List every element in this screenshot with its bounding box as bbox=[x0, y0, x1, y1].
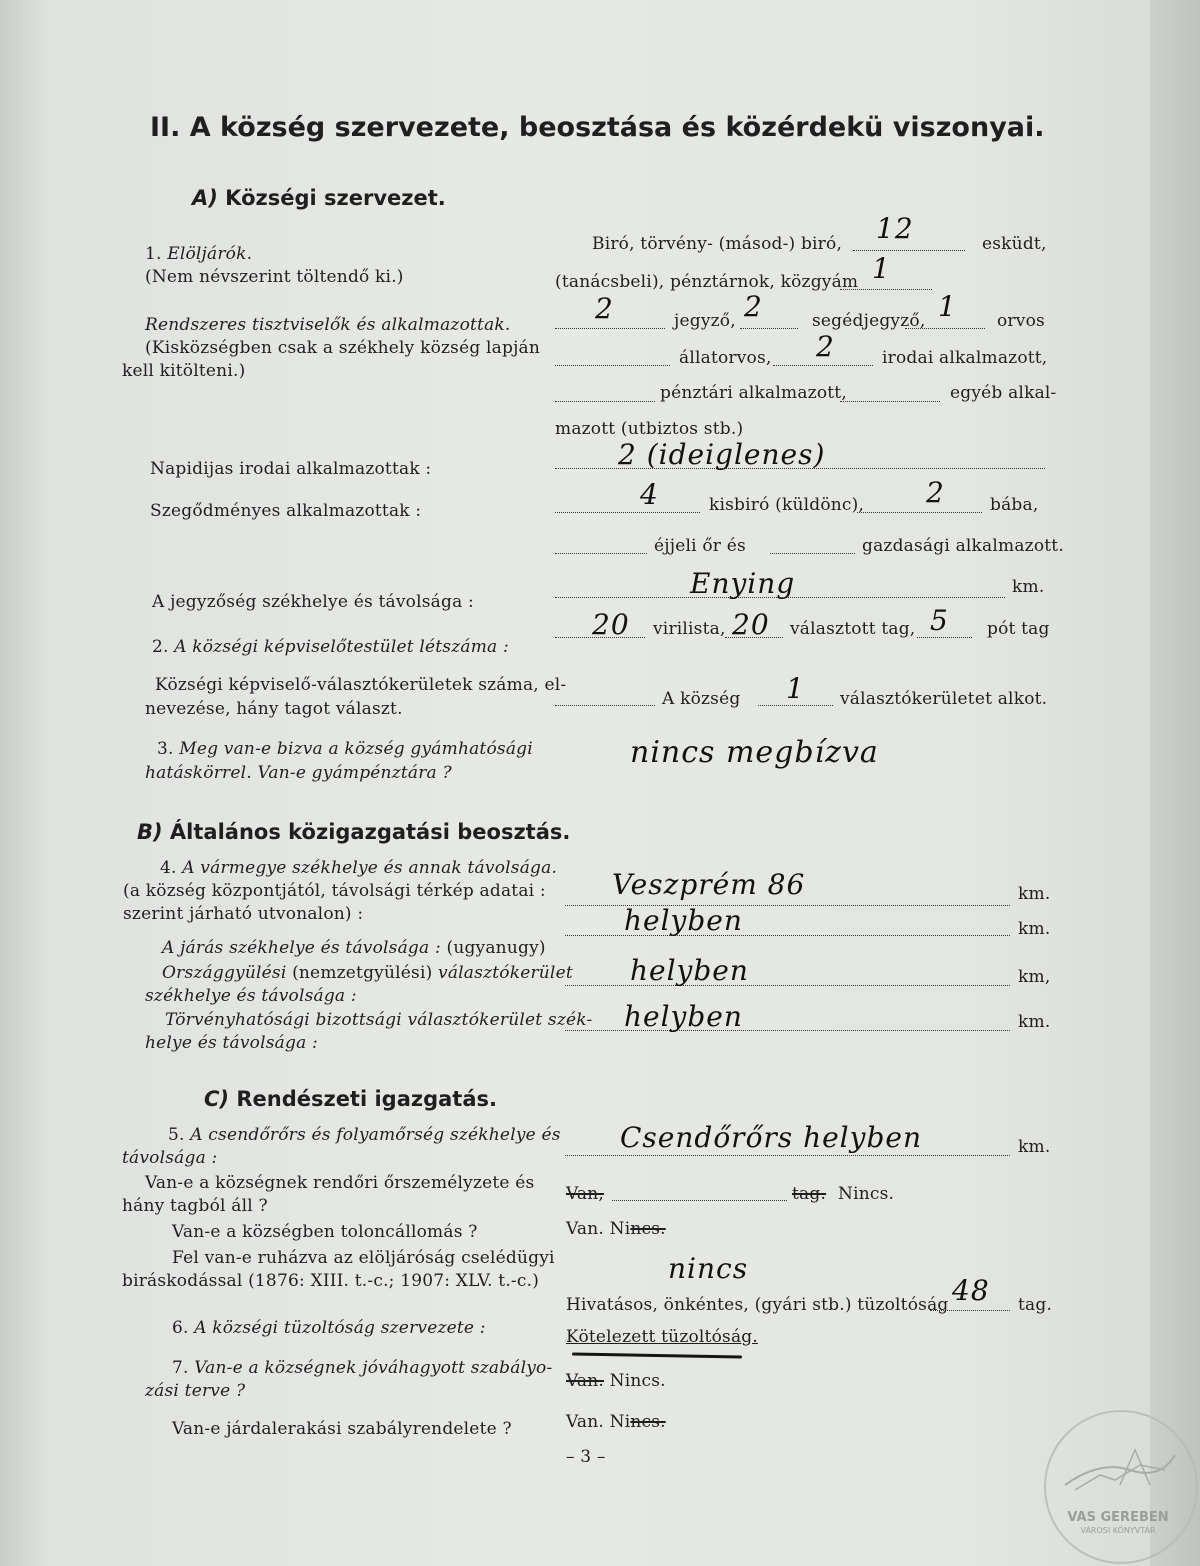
eskudt-label: esküdt, bbox=[982, 234, 1047, 254]
irodai-label: irodai alkalmazott, bbox=[882, 348, 1048, 368]
varmegye-km: km. bbox=[1018, 884, 1051, 904]
pot-line bbox=[917, 637, 972, 638]
rendori-line bbox=[612, 1200, 787, 1201]
baba-line bbox=[857, 512, 982, 513]
jaras-label-a: A járás székhelye és távolsága : bbox=[162, 938, 441, 958]
section-b-text: Általános közigazgatási beosztás. bbox=[169, 820, 571, 844]
csendorors-km: km. bbox=[1018, 1137, 1051, 1157]
rendori-van: Van, bbox=[566, 1184, 605, 1204]
utbiztos-label: mazott (utbiztos stb.) bbox=[555, 419, 744, 439]
segedjegyzo-value: 2 bbox=[744, 290, 763, 323]
q1-title: 1. Elöljárók. bbox=[145, 244, 253, 264]
q3-value: nincs megbízva bbox=[630, 735, 879, 770]
q3-line1: 3. Meg van-e bizva a község gyámhatósági bbox=[157, 739, 533, 759]
kisbiro-label: kisbiró (küldönc), bbox=[709, 495, 865, 515]
jardal-ni: Ni bbox=[609, 1412, 631, 1432]
section-c-text: Rendészeti igazgatás. bbox=[236, 1087, 497, 1111]
pot-label: pót tag bbox=[987, 619, 1050, 639]
q4-line1: 4. A vármegye székhelye és annak távolsága. bbox=[160, 858, 558, 878]
eskudt-line bbox=[853, 250, 965, 251]
jardal-answer bbox=[566, 1411, 666, 1433]
allatorvos-label: állatorvos, bbox=[679, 348, 772, 368]
jegyzoseg-km: km. bbox=[1012, 577, 1045, 597]
gazdasagi-label: gazdasági alkalmazott. bbox=[862, 536, 1064, 556]
torvenyhatosagi-value: helyben bbox=[624, 1000, 743, 1033]
csendorors-line bbox=[565, 1155, 1010, 1156]
q1-note3: kell kitölteni.) bbox=[122, 361, 246, 381]
section-c-heading bbox=[204, 1087, 497, 1111]
toloncallomas-van: Van. bbox=[566, 1219, 605, 1239]
torvenyhatosagi-km: km. bbox=[1018, 1012, 1051, 1032]
valasztott-value: 20 bbox=[732, 608, 770, 641]
q1-officials: Rendszeres tisztviselők és alkalmazottak. bbox=[145, 315, 511, 335]
tuzoltosag-line bbox=[930, 1310, 1010, 1311]
jardal-nincs-strike: ncs. bbox=[630, 1412, 666, 1432]
napidijas-label: Napidijas irodai alkalmazottak : bbox=[150, 459, 432, 479]
orvos-label: orvos bbox=[997, 311, 1045, 331]
rendori-line2: hány tagból áll ? bbox=[122, 1196, 268, 1216]
rendori-line1: Van-e a községnek rendőri őrszemélyzete és bbox=[145, 1173, 535, 1193]
q4-line3: szerint járható utvonalon) : bbox=[123, 904, 364, 924]
q1-note: (Nem névszerint töltendő ki.) bbox=[145, 267, 404, 287]
cseledugyi-line2: biráskodással (1876: XIII. t.-c.; 1907: XLV. t.-c.) bbox=[122, 1271, 540, 1291]
jegyzoseg-value: Enying bbox=[690, 567, 796, 600]
orszaggyulesi-label bbox=[162, 962, 573, 984]
q5-line2: távolsága : bbox=[122, 1148, 218, 1168]
q7-van: Van. bbox=[566, 1371, 605, 1391]
jardal-van: Van. bbox=[566, 1412, 605, 1432]
orvos-value: 1 bbox=[938, 290, 957, 323]
library-seal-drawing-icon bbox=[1060, 1440, 1180, 1500]
penztari-line bbox=[555, 401, 655, 402]
q6-label: 6. A községi tüzoltóság szervezete : bbox=[172, 1318, 486, 1338]
jegyzoseg-label: A jegyzőség székhelye és távolsága : bbox=[152, 592, 474, 612]
orszaggyulesi-a: Országgyülési bbox=[162, 963, 287, 983]
torvenyhatosagi-line1: Törvényhatósági bizottsági választókerület szék- bbox=[165, 1010, 593, 1030]
baba-value: 2 bbox=[926, 476, 945, 509]
rendori-tag: tag. bbox=[792, 1184, 827, 1204]
orszaggyulesi-c: választókerület bbox=[438, 963, 573, 983]
q7-line2: zási terve ? bbox=[145, 1381, 246, 1401]
allatorvos-line bbox=[555, 365, 670, 366]
seal-sub: VÁROSI KÖNYVTÁR bbox=[1080, 1526, 1156, 1535]
cseledugyi-line1: Fel van-e ruházva az elöljáróság cselédügyi bbox=[172, 1248, 555, 1268]
page-number: – 3 – bbox=[566, 1447, 606, 1467]
orszaggyulesi-km: km, bbox=[1018, 967, 1051, 987]
eskudt-value: 12 bbox=[876, 212, 914, 245]
kozseg-label: A község bbox=[662, 689, 741, 709]
virilista-value: 20 bbox=[592, 608, 630, 641]
szegodmenyes-label: Szegődményes alkalmazottak : bbox=[150, 501, 422, 521]
jaras-label bbox=[162, 937, 546, 959]
biro-label: Biró, törvény- (másod-) biró, bbox=[592, 234, 843, 254]
segedjegyzo-line bbox=[740, 328, 798, 329]
seal-name: VAS GEREBEN bbox=[1067, 1510, 1169, 1525]
cseledugyi-value: nincs bbox=[668, 1252, 749, 1285]
varmegye-value: Veszprém 86 bbox=[612, 868, 806, 901]
q7-nincs: Nincs. bbox=[609, 1371, 666, 1391]
q1-note2: (Kisközségben csak a székhely község lapján bbox=[145, 338, 541, 358]
ejjeli-label: éjjeli őr és bbox=[654, 536, 746, 556]
rendori-nincs: Nincs. bbox=[838, 1184, 895, 1204]
tuzoltosag-value: 48 bbox=[952, 1274, 990, 1307]
page-edge bbox=[1150, 0, 1200, 1566]
gazdasagi-line bbox=[770, 553, 855, 554]
egyeb-label: egyéb alkal- bbox=[950, 383, 1057, 403]
valaszto-line2: nevezése, hány tagot választ. bbox=[145, 699, 403, 719]
jegyzo-value: 2 bbox=[595, 292, 614, 325]
page-title: II. A község szervezete, beosztása és közérdekü viszonyai. bbox=[150, 112, 1045, 143]
kisbiro-line bbox=[555, 512, 700, 513]
irodai-line bbox=[773, 365, 873, 366]
valaszto-right-label: választókerületet alkot. bbox=[840, 689, 1048, 709]
valasztott-label: választott tag, bbox=[790, 619, 916, 639]
kozgyam-line bbox=[840, 289, 932, 290]
valaszto-line1: Községi képviselő-választókerületek száma, el- bbox=[155, 675, 567, 695]
jegyzo-line bbox=[555, 328, 665, 329]
jaras-label-b: (ugyanugy) bbox=[446, 938, 546, 958]
toloncallomas-label: Van-e a községben toloncállomás ? bbox=[172, 1222, 478, 1242]
orvos-line bbox=[905, 328, 985, 329]
q5-line1: 5. A csendőrőrs és folyamőrség székhelye és bbox=[168, 1125, 561, 1145]
csendorors-value: Csendőrőrs helyben bbox=[620, 1121, 922, 1154]
q7-line1: 7. Van-e a községnek jóváhagyott szabályo- bbox=[172, 1358, 553, 1378]
q7-answer bbox=[566, 1370, 666, 1392]
segedjegyzo-label: segédjegyző, bbox=[812, 311, 926, 331]
section-b-heading bbox=[137, 820, 570, 844]
irodai-value: 2 bbox=[816, 330, 835, 363]
section-c-letter: C) bbox=[204, 1087, 230, 1111]
toloncallomas-nincs-strike: ncs. bbox=[630, 1219, 666, 1239]
napidijas-value: 2 (ideiglenes) bbox=[618, 438, 826, 471]
kozseg-line bbox=[555, 705, 655, 706]
ejjeli-line bbox=[555, 553, 647, 554]
kozgyam-value: 1 bbox=[872, 252, 891, 285]
baba-label: bába, bbox=[990, 495, 1039, 515]
orszaggyulesi-value: helyben bbox=[630, 954, 749, 987]
q4-line2: (a község központjától, távolsági térkép adatai : bbox=[123, 881, 546, 901]
section-b-letter: B) bbox=[137, 820, 163, 844]
orszaggyulesi-d: székhelye és távolsága : bbox=[145, 986, 357, 1006]
kisbiro-value: 4 bbox=[640, 478, 659, 511]
torvenyhatosagi-line2: helye és távolsága : bbox=[145, 1033, 318, 1053]
penztari-label: pénztári alkalmazott, bbox=[660, 383, 847, 403]
q2-label: 2. A községi képviselőtestület létszáma : bbox=[152, 637, 509, 657]
valaszto-count-value: 1 bbox=[786, 672, 805, 705]
section-a-heading bbox=[192, 186, 446, 210]
toloncallomas-ni: Ni bbox=[609, 1219, 631, 1239]
jegyzo-label: jegyző, bbox=[674, 311, 736, 331]
jaras-value: helyben bbox=[624, 904, 743, 937]
tuzoltosag-tag: tag. bbox=[1018, 1295, 1053, 1315]
virilista-label: virilista, bbox=[653, 619, 726, 639]
penztarnok-label: (tanácsbeli), pénztárnok, közgyám bbox=[555, 272, 859, 292]
section-a-letter: A) bbox=[192, 186, 218, 210]
tuzoltosag-label: Hivatásos, önkéntes, (gyári stb.) tüzoltóság bbox=[566, 1295, 949, 1315]
kotelezett-tuzoltosag: Kötelezett tüzoltóság. bbox=[566, 1327, 758, 1347]
orszaggyulesi-b: (nemzetgyülési) bbox=[292, 963, 433, 983]
jardal-label: Van-e járdalerakási szabályrendelete ? bbox=[172, 1419, 512, 1439]
egyeb-line bbox=[840, 401, 940, 402]
valaszto-count-line bbox=[758, 705, 833, 706]
pot-value: 5 bbox=[930, 604, 949, 637]
jaras-km: km. bbox=[1018, 919, 1051, 939]
q3-line2: hatáskörrel. Van-e gyámpénztára ? bbox=[145, 763, 452, 783]
section-a-text: Községi szervezet. bbox=[225, 186, 446, 210]
toloncallomas-answer bbox=[566, 1218, 666, 1240]
